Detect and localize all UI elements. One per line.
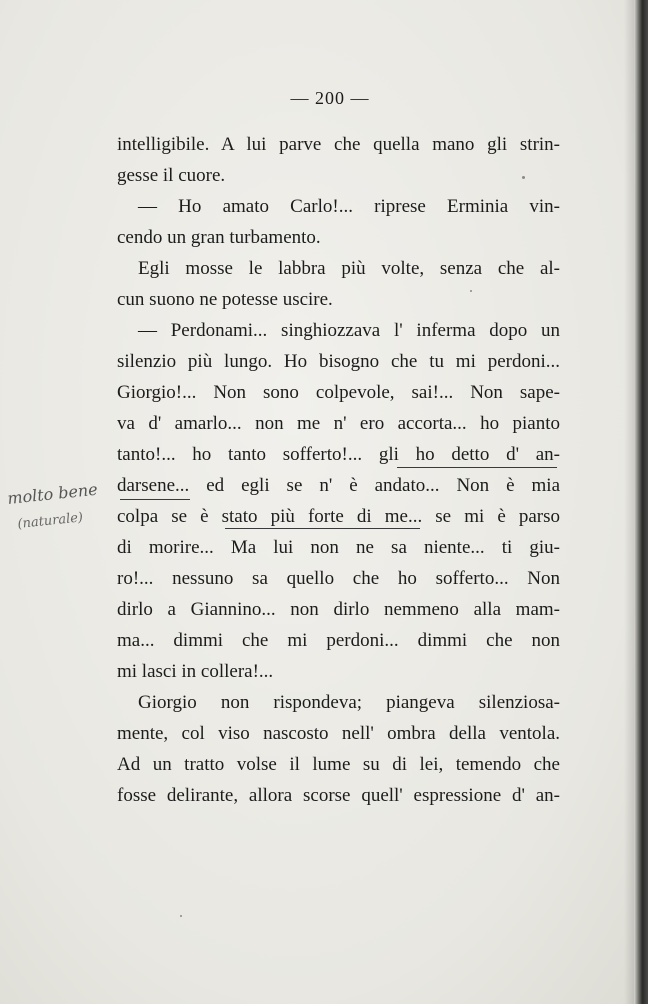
text-line: Giorgio!... Non sono colpevole, sai!... Non sape-: [117, 382, 560, 403]
page-number: — 200 —: [290, 88, 370, 108]
text-line: — Perdonami... singhiozzava l' inferma dopo un: [138, 320, 560, 341]
text-line: mente, col viso nascosto nell' ombra della ventola.: [117, 723, 560, 744]
text-line: cun suono ne potesse uscire.: [117, 289, 333, 310]
text-line: gesse il cuore.: [117, 165, 226, 186]
pencil-underline: [120, 499, 190, 500]
pencil-underline: [397, 467, 557, 468]
paper-speck: [180, 915, 182, 917]
text-line: darsene... ed egli se n' è andato... Non è mia: [117, 475, 560, 496]
page-edge-shadow: [634, 0, 648, 1004]
text-line: va d' amarlo... non me n' ero accorta... ho pianto: [117, 413, 560, 434]
text-line: dirlo a Giannino... non dirlo nemmeno alla mam-: [117, 599, 560, 620]
body-text: [117, 129, 560, 811]
text-line: — Ho amato Carlo!... riprese Erminia vin-: [138, 196, 560, 217]
text-line: Giorgio non rispondeva; piangeva silenziosa-: [138, 692, 560, 713]
text-line: ro!... nessuno sa quello che ho sofferto... Non: [117, 568, 560, 589]
text-line: intelligibile. A lui parve che quella mano gli strin-: [117, 134, 560, 155]
margin-note-line1: molto bene: [6, 482, 99, 508]
text-line: silenzio più lungo. Ho bisogno che tu mi perdoni...: [117, 351, 560, 372]
text-line: colpa se è stato più forte di me... se mi è parso: [117, 506, 560, 527]
handwriting-icon: [6, 482, 118, 542]
handwritten-margin-note: [6, 482, 118, 542]
text-line: mi lasci in collera!...: [117, 661, 274, 682]
paper-speck: [470, 290, 472, 292]
text-line: fosse delirante, allora scorse quell' espressione d' an-: [117, 785, 560, 806]
text-line: tanto!... ho tanto sofferto!... gli ho detto d' an-: [117, 444, 560, 465]
text-line: Ad un tratto volse il lume su di lei, temendo che: [117, 754, 560, 775]
text-line: Egli mosse le labbra più volte, senza che al-: [138, 258, 560, 279]
text-line: ma... dimmi che mi perdoni... dimmi che non: [117, 630, 560, 651]
text-line: di morire... Ma lui non ne sa niente... ti giu-: [117, 537, 560, 558]
pencil-underline: [225, 528, 420, 529]
text-line: cendo un gran turbamento.: [117, 227, 321, 248]
margin-note-line2: (naturale): [16, 510, 84, 532]
paper-speck: [522, 176, 525, 179]
